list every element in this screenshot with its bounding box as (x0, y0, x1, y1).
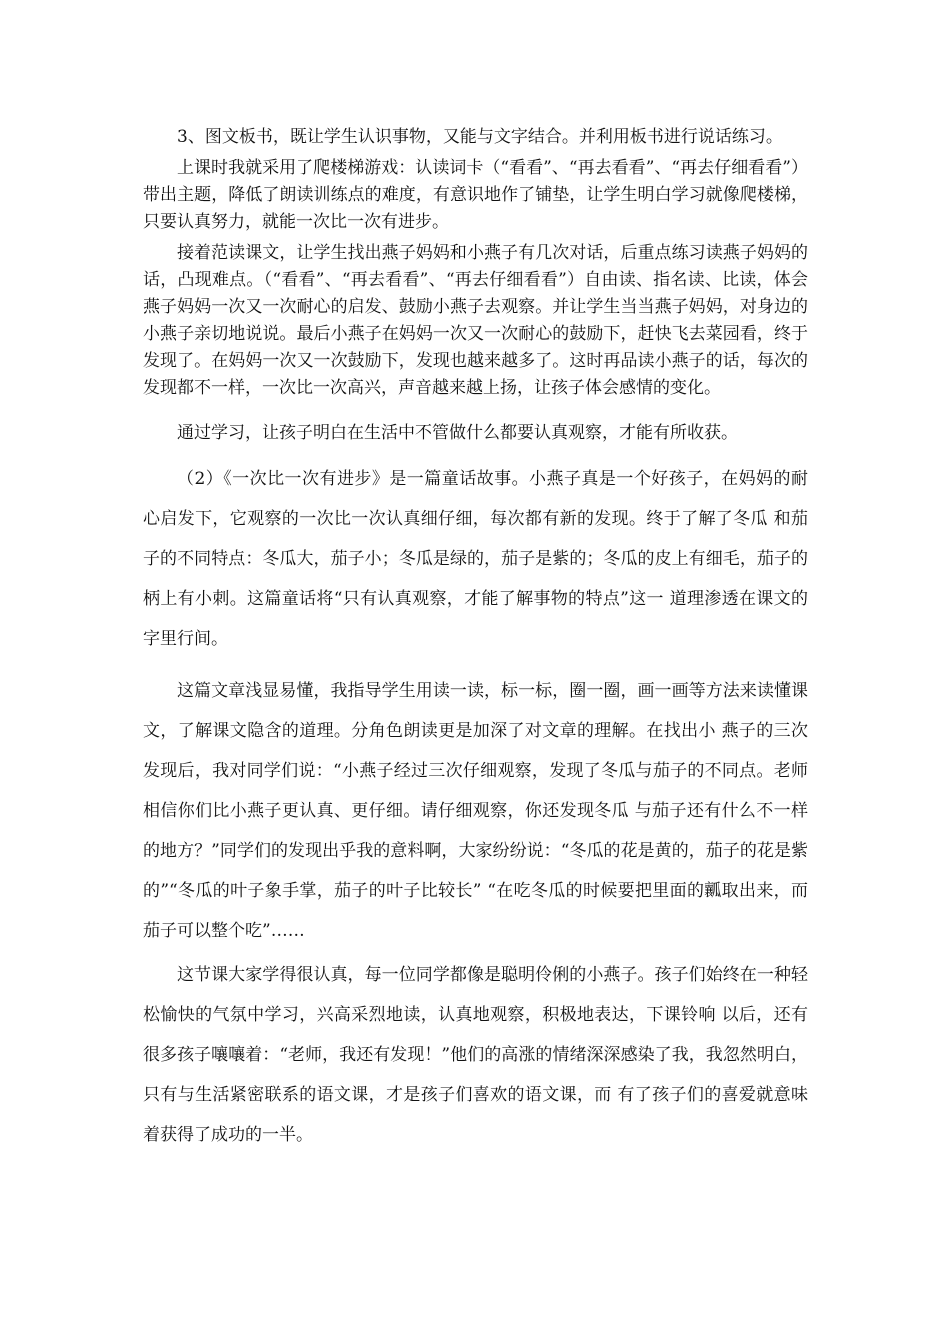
paragraph-story-overview: （2）《一次比一次有进步》是一篇童话故事。小燕子真是一个好孩子，在妈妈的耐心启发下，它观察的一次比一次认真细仔细，每次都有新的发现。终于了解了冬瓜 和茄子的不同特点：冬瓜大，茄子小；冬瓜是绿的，茄子是紫的；冬瓜的皮上有细毛，茄子的柄上有小刺。这篇童话将“只有认真观察，才能了解事物的特点”这一 道理渗透在课文的字里行间。 (143, 469, 808, 649)
paragraph-class-reflection: 这节课大家学得很认真，每一位同学都像是聪明伶俐的小燕子。孩子们始终在一种轻松愉快的气氛中学习，兴高采烈地读，认真地观察，积极地表达，下课铃响 以后，还有很多孩子嚷嚷着：“老师，我还有发现！”他们的高涨的情绪深深感染了我，我忽然明白，只有与生活紧密联系的语文课，才是孩子们喜欢的语文课，而 有了孩子们的喜爱就意味着获得了成功的一半。 (143, 965, 808, 1145)
paragraph-learning-summary: 通过学习，让孩子明白在生活中不管做什么都要认真观察，才能有所收获。 (177, 423, 738, 443)
document-body (143, 124, 808, 1155)
paragraph-board-writing: 3、图文板书，既让学生认识事物，又能与文字结合。并利用板书进行说话练习。 (177, 127, 783, 147)
paragraph-stair-game: 上课时我就采用了爬楼梯游戏：认读词卡（“看看”、“再去看看”、“再去仔细看看”）带出主题，降低了朗读训练点的难度，有意识地作了铺垫，让学生明白学习就像爬楼梯，只要认真努力，就能一次比一次有进步。 (143, 158, 808, 232)
paragraph-reading-methods: 这篇文章浅显易懂，我指导学生用读一读，标一标，圈一圈，画一画等方法来读懂课文，了解课文隐含的道理。分角色朗读更是加深了对文章的理解。在找出小 燕子的三次发现后，我对同学们说：“小燕子经过三次仔细观察，发现了冬瓜与茄子的不同点。老师相信你们比小燕子更认真、更仔细。请仔细观察，你还发现冬瓜 与茄子还有什么不一样的地方？”同学们的发现出乎我的意料啊，大家纷纷说：“冬瓜的花是黄的，茄子的花是紫的”“冬瓜的叶子象手掌，茄子的叶子比较长” “在吃冬瓜的时候要把里面的瓤取出来，而茄子可以整个吃”…… (143, 681, 808, 941)
paragraph-model-reading: 接着范读课文，让学生找出燕子妈妈和小燕子有几次对话，后重点练习读燕子妈妈的话，凸现难点。（“看看”、“再去看看”、“再去仔细看看”）自由读、指名读、比读，体会燕子妈妈一次又一次耐心的启发、鼓励小燕子去观察。并让学生当当燕子妈妈，对身边的小燕子亲切地说说。最后小燕子在妈妈一次又一次耐心的鼓励下，赶快飞去菜园看，终于发现了。在妈妈一次又一次鼓励下，发现也越来越多了。这时再品读小燕子的话，每次的发现都不一样，一次比一次高兴，声音越来越上扬，让孩子体会感情的变化。 (143, 243, 808, 398)
